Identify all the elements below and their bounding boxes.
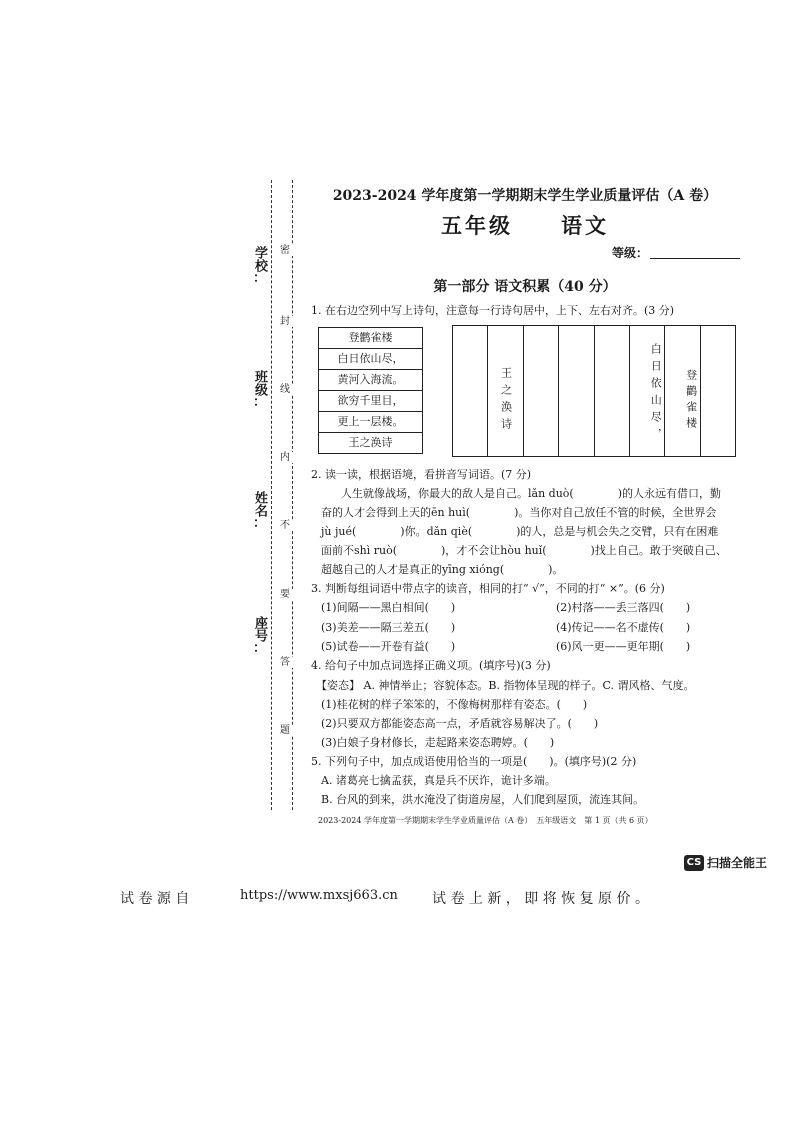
poem-box: [318, 327, 423, 454]
grid-column-line: [630, 326, 665, 456]
grid-column-blank[interactable]: [453, 326, 488, 456]
source-label: 试 卷 源 自: [120, 891, 190, 907]
seal-char: 内: [277, 452, 293, 463]
q5-item: A. 诸葛亮七擒孟获，真是兵不厌诈，诡计多端。: [321, 774, 556, 787]
q1-stem: 1. 在右边空列中写上诗句，注意每一行诗句居中，上下、左右对齐。(3 分): [311, 304, 675, 317]
q4-item: (2)只要双方都能姿态高一点，矛盾就容易解决了。( ): [321, 717, 599, 730]
q2-line: 奋的人才会得到上天的ēn huì( )。当你对自己放任不管的时候，全世界会: [321, 506, 717, 519]
scanner-watermark: [684, 854, 767, 871]
q4-options: 【姿态】 A. 神情举止；容貌体态。B. 指物体呈现的样子。C. 谓风格、气度。: [316, 679, 695, 692]
seat-label-text: 座号: [252, 616, 267, 642]
seal-char: 答: [277, 657, 293, 668]
seal-line-left: [271, 180, 272, 810]
exam-title: 2023-2024 学年度第一学期期末学生学业质量评估（A 卷）: [332, 188, 718, 204]
grid-column-title: [665, 326, 700, 456]
q3-item: (4)传记——名不虚传( ): [556, 621, 691, 634]
q2-line: 超越自己的人才是真正的yīng xióng( )。: [321, 563, 564, 576]
q5-item: B. 台风的到来，洪水淹没了街道房屋，人们爬到屋顶，流连其间。: [321, 793, 645, 806]
camscanner-icon: CS: [684, 855, 704, 871]
q3-stem: 3. 判断每组词语中带点字的读音，相同的打“ √”，不同的打“ ×”。(6 分): [311, 582, 665, 595]
poem-line: 登鹳雀楼: [319, 328, 422, 349]
q2-line: 人生就像战场，你最大的敌人是自己。lǎn duò( )的人永远有借口，勤: [341, 487, 721, 500]
q4-item: (3)白娘子身材修长，走起路来姿态聘婷。( ): [321, 736, 555, 749]
poem-line: 王之涣诗: [348, 436, 393, 449]
grid-column-blank[interactable]: [559, 326, 594, 456]
grid-text: 白日依山尽，: [649, 343, 663, 445]
q3-item: (2)村落——丢三落四( ): [556, 601, 691, 614]
poem-line: 更上一层楼。: [319, 412, 422, 433]
grade-label: 等级：: [612, 246, 649, 260]
grade-field[interactable]: [650, 258, 740, 259]
q4-stem: 4. 给句子中加点词选择正确义项。(填序号)(3 分): [311, 659, 551, 672]
name-label-text: 姓名: [252, 491, 267, 517]
q2-line: jù jué( )你。dǎn qiè( )的人，总是与机会失之交臂，只有在困难: [321, 525, 719, 538]
q3-item: (6)风一更——更年期( ): [556, 640, 691, 653]
seal-char: 密: [277, 245, 293, 256]
class-label: 班级 ：: [252, 370, 267, 410]
poem-line: 白日依山尽，: [319, 349, 422, 370]
q3-item: (1)间隔——黑白相间( ): [321, 601, 456, 614]
poem-grid: [452, 325, 736, 457]
school-label: 学校 ：: [252, 246, 267, 286]
poem-line: 黄河入海流。: [319, 370, 422, 391]
seal-char: 线: [277, 384, 293, 395]
page-footer: 2023-2024 学年度第一学期期末学生学业质量评估（A 卷） 五年级语文 第 1 页（共 6 页）: [318, 816, 653, 825]
seal-line-right: [292, 180, 293, 810]
q2-stem: 2. 读一读，根据语境，看拼音写词语。(7 分): [311, 468, 532, 481]
promo-text: 试 卷 上 新 ， 即 将 恢 复 原 价 。: [432, 891, 649, 907]
name-label: 姓名 ：: [252, 491, 267, 531]
q2-line: 面前不shì ruò( )，才不会让hòu huǐ( )找上自己。敢于突破自己、: [321, 544, 727, 557]
grid-column-blank[interactable]: [701, 326, 735, 456]
source-url[interactable]: https://www.mxsj663.cn: [240, 888, 398, 903]
seat-label: 座号 ：: [252, 616, 267, 656]
seal-char: 题: [277, 725, 293, 736]
q3-item: (5)试卷——开卷有益( ): [321, 640, 456, 653]
seal-char: 要: [277, 589, 293, 600]
grid-text: 登鹳雀楼: [684, 369, 698, 433]
scanner-label: 扫描全能王: [707, 856, 768, 870]
grid-column-blank[interactable]: [524, 326, 559, 456]
q5-stem: 5. 下列句子中，加点成语使用恰当的一项是( )。(填序号)(2 分): [311, 755, 637, 768]
q3-item: (3)美差——隔三差五( ): [321, 621, 456, 634]
grid-column-blank[interactable]: [595, 326, 630, 456]
grid-column-author: [488, 326, 523, 456]
poem-line: 欲穷千里目，: [319, 391, 422, 412]
q4-item: (1)桂花树的样子笨笨的，不像梅树那样有姿态。( ): [321, 698, 588, 711]
class-label-text: 班级: [252, 370, 267, 396]
part-title: 第一部分 语文积累（40 分）: [433, 279, 617, 295]
seal-char: 不: [277, 520, 293, 531]
grid-text: 王之涣诗: [499, 367, 513, 435]
seal-char: 封: [277, 316, 293, 327]
exam-subtitle: 五年级 语文: [441, 213, 609, 238]
school-label-text: 学校: [252, 246, 267, 272]
